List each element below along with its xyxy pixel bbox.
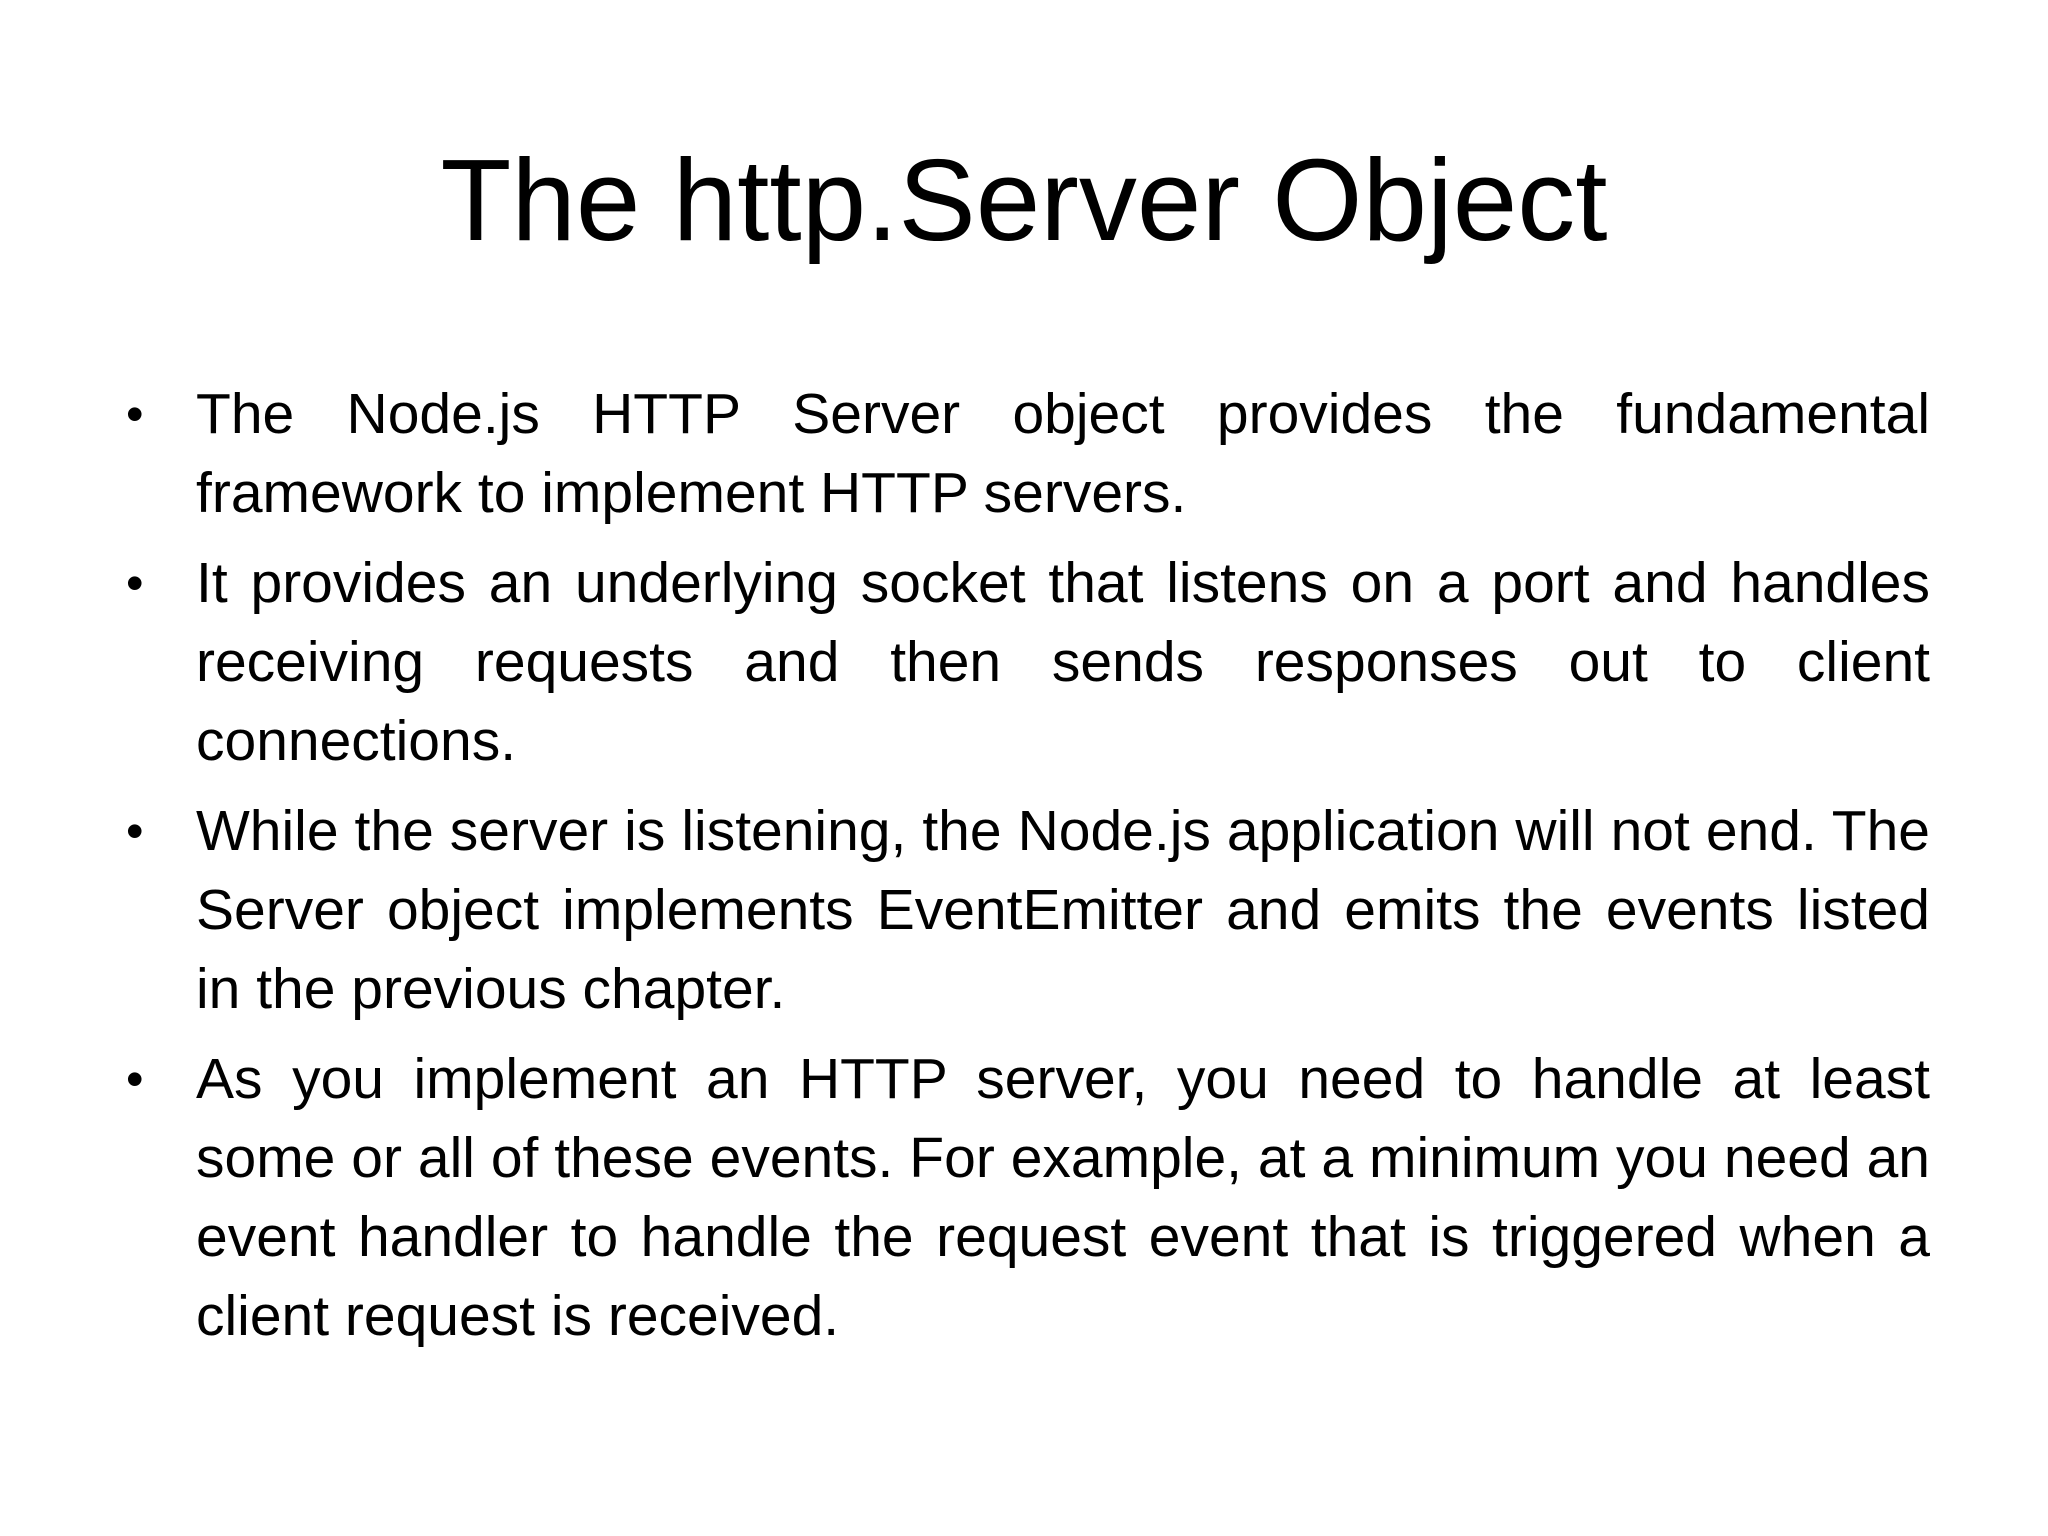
bullet-text: As you implement an HTTP server, you need to handle at least some or all of these events. For example, at a minimum you need an event handler to handle the request event that is triggered when a client request is received.	[196, 1047, 1930, 1348]
slide-title: The http.Server Object	[440, 135, 1608, 265]
bullet-list	[120, 375, 1930, 1367]
bullet-item-1	[120, 375, 1930, 533]
bullet-item-4	[120, 1040, 1930, 1356]
bullet-dot-icon: •	[126, 386, 144, 442]
bullet-text: It provides an underlying socket that listens on a port and handles receiving requests and then sends responses out to client connections.	[196, 551, 1930, 773]
bullet-dot-icon: •	[126, 555, 144, 611]
bullet-item-3	[120, 792, 1930, 1029]
bullet-item-2	[120, 544, 1930, 781]
bullet-dot-icon: •	[126, 803, 144, 859]
bullet-text: While the server is listening, the Node.js application will not end. The Server object implements EventEmitter and emits the events listed in the previous chapter.	[196, 799, 1930, 1021]
bullet-dot-icon: •	[126, 1051, 144, 1107]
bullet-text: The Node.js HTTP Server object provides the fundamental framework to implement HTTP servers.	[196, 382, 1930, 525]
